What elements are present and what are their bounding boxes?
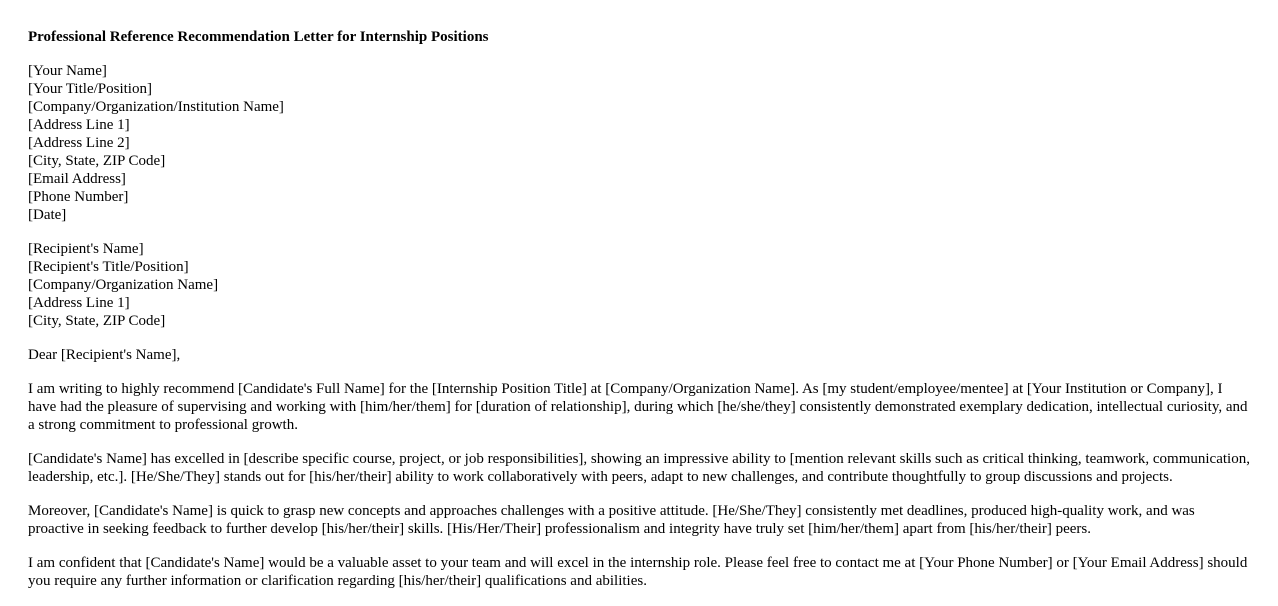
body-paragraph-1: I am writing to highly recommend [Candidate's Full Name] for the [Internship Position Title] at [Company/Organization Name]. As [my student/employee/mentee] at [Your Institution or Company], I have had the pleasure of supervising and working with [him/her/them] for [duration of relationship], during which [he/she/they] consistently demonstrated exemplary dedication, intellectual curiosity, and a strong commitment to professional growth. [28, 381, 1248, 433]
sender-email: [Email Address] [28, 171, 126, 187]
recipient-city-state-zip: [City, State, ZIP Code] [28, 313, 166, 329]
sender-organization: [Company/Organization/Institution Name] [28, 99, 284, 115]
body-paragraph-3: Moreover, [Candidate's Name] is quick to grasp new concepts and approaches challenges with a positive attitude. [He/She/They] consistently met deadlines, produced high-quality work, and was proactive in seeking feedback to further develop [his/her/their] skills. [His/Her/Their] professionalism and integrity have truly set [him/her/them] apart from [his/her/their] peers. [28, 503, 1195, 537]
sender-name: [Your Name] [28, 63, 107, 79]
sender-address-line-2: [Address Line 2] [28, 135, 130, 151]
sender-address-line-1: [Address Line 1] [28, 117, 130, 133]
recipient-name: [Recipient's Name] [28, 241, 144, 257]
sender-address-block [28, 62, 1250, 224]
letter-title: Professional Reference Recommendation Letter for Internship Positions [28, 29, 489, 45]
sender-phone: [Phone Number] [28, 189, 129, 205]
recipient-address-block [28, 240, 1250, 330]
recipient-title: [Recipient's Title/Position] [28, 259, 189, 275]
letter-date: [Date] [28, 207, 67, 223]
body-paragraph-4: I am confident that [Candidate's Name] would be a valuable asset to your team and will excel in the internship role. Please feel free to contact me at [Your Phone Number] or [Your Email Address] should you require any further information or clarification regarding [his/her/their] qualifications and abilities. [28, 555, 1248, 589]
letter-page [28, 28, 1250, 606]
body-paragraph-2: [Candidate's Name] has excelled in [describe specific course, project, or job responsibilities], showing an impressive ability to [mention relevant skills such as critical thinking, teamwork, communication, leadership, etc.]. [He/She/They] stands out for [his/her/their] ability to work collaboratively with peers, adapt to new challenges, and contribute thoughtfully to group discussions and projects. [28, 451, 1250, 485]
salutation: Dear [Recipient's Name], [28, 347, 181, 363]
recipient-organization: [Company/Organization Name] [28, 277, 219, 293]
sender-title: [Your Title/Position] [28, 81, 152, 97]
sender-city-state-zip: [City, State, ZIP Code] [28, 153, 166, 169]
recipient-address-line-1: [Address Line 1] [28, 295, 130, 311]
